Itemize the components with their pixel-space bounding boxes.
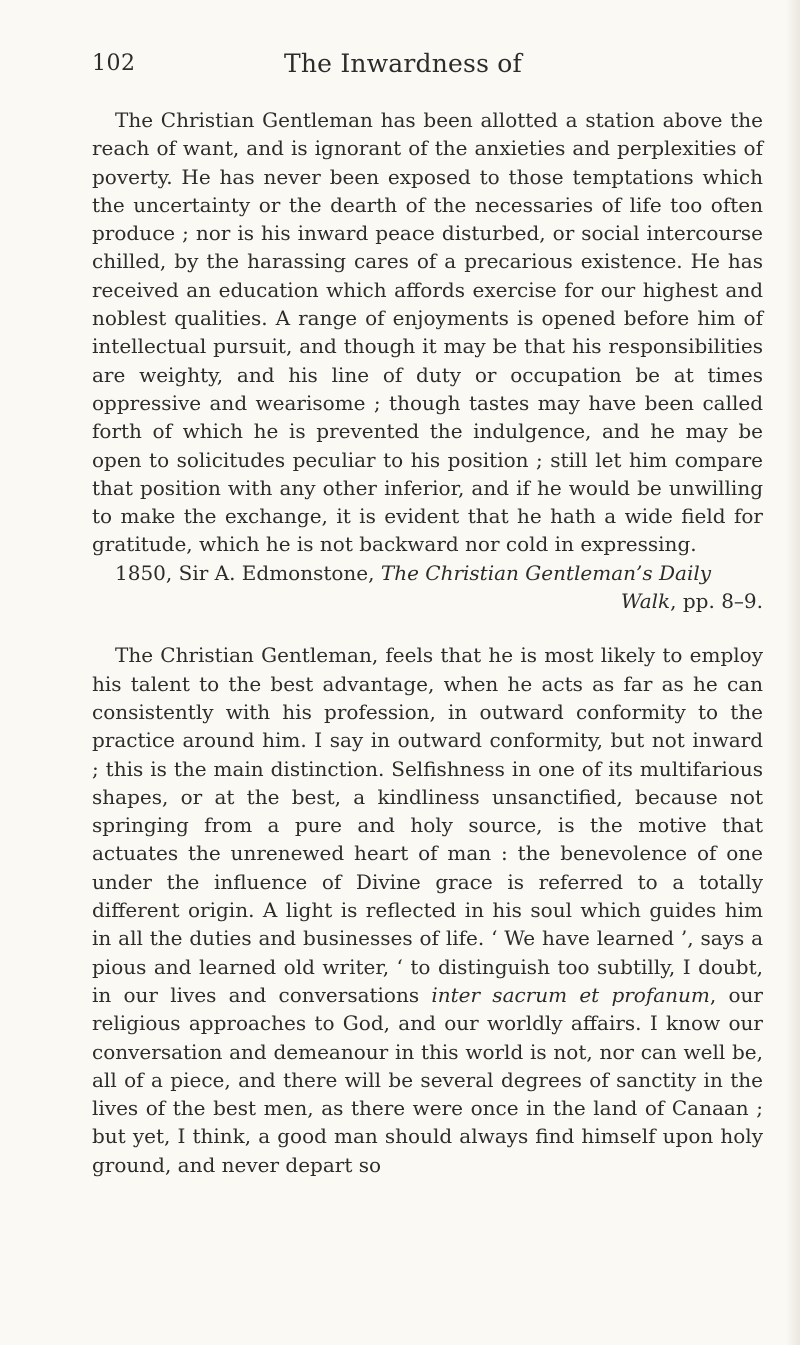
page-header	[92, 50, 722, 90]
page-edge-shadow	[786, 0, 800, 1345]
running-head: The Inwardness of	[284, 49, 522, 78]
citation-pages: , pp. 8–9.	[670, 589, 763, 614]
citation	[92, 559, 763, 616]
citation-title-part1: The Christian Gentleman’s Daily	[380, 560, 712, 585]
citation-prefix: 1850, Sir A. Edmonstone,	[115, 560, 375, 585]
citation-line-1	[92, 559, 763, 587]
page-body	[92, 106, 763, 1179]
paragraph-2	[92, 641, 763, 1179]
paragraph-1: The Christian Gentleman has been allotted a station above the reach of want, and is ignorant of the anxieties and perplexities of poverty. He has never been exposed to those temptations which the uncertainty or the dearth of the necessaries of life too often produce ; nor is his inward peace disturbed, or social intercourse chilled, by the harassing cares of a precarious existence. He has received an education which affords exercise for our highest and noblest qualities. A range of enjoyments is opened before him of intellectual pursuit, and though it may be that his responsibilities are weighty, and his line of duty or occupation be at times oppressive and wearisome ; though tastes may have been called forth of which he is prevented the indulgence, and he may be open to solicitudes peculiar to his position ; still let him compare that position with any other inferior, and if he would be unwilling to make the exchange, it is evident that he hath a wide field for gratitude, which he is not backward nor cold in expressing.	[92, 108, 763, 557]
page-number: 102	[92, 51, 136, 76]
citation-line-2	[92, 587, 763, 615]
paragraph-2-text-b: , our religious approaches to God, and our worldly affairs. I know our conversation and demeanour in this world is not, nor can well be, all of a piece, and there will be several degrees of sanctity in the lives of the best men, as there were once in the land of Canaan ; but yet, I think, a good man should always find himself upon holy ground, and never depart so	[92, 982, 763, 1177]
citation-title-part2: Walk	[620, 589, 671, 614]
latin-phrase: inter sacrum et profanum	[431, 982, 710, 1007]
paragraph-2-text-a: The Christian Gentleman, feels that he is most likely to employ his talent to the best advantage, when he acts as far as he can consistently with his profession, in outward conformity to the practice around him. I say in outward conformity, but not inward ; this is the main distinction. Selfishness in one of its multifarious shapes, or at the best, a kindliness unsanctified, because not springing from a pure and holy source, is the motive that actuates the unrenewed heart of man : the benevolence of one under the influence of Divine grace is referred to a totally different origin. A light is reflected in his soul which guides him in all the duties and businesses of life. ‘ We have learned ’, says a pious and learned old writer, ‘ to distinguish too subtilly, I doubt, in our lives and conversations	[92, 643, 763, 1007]
